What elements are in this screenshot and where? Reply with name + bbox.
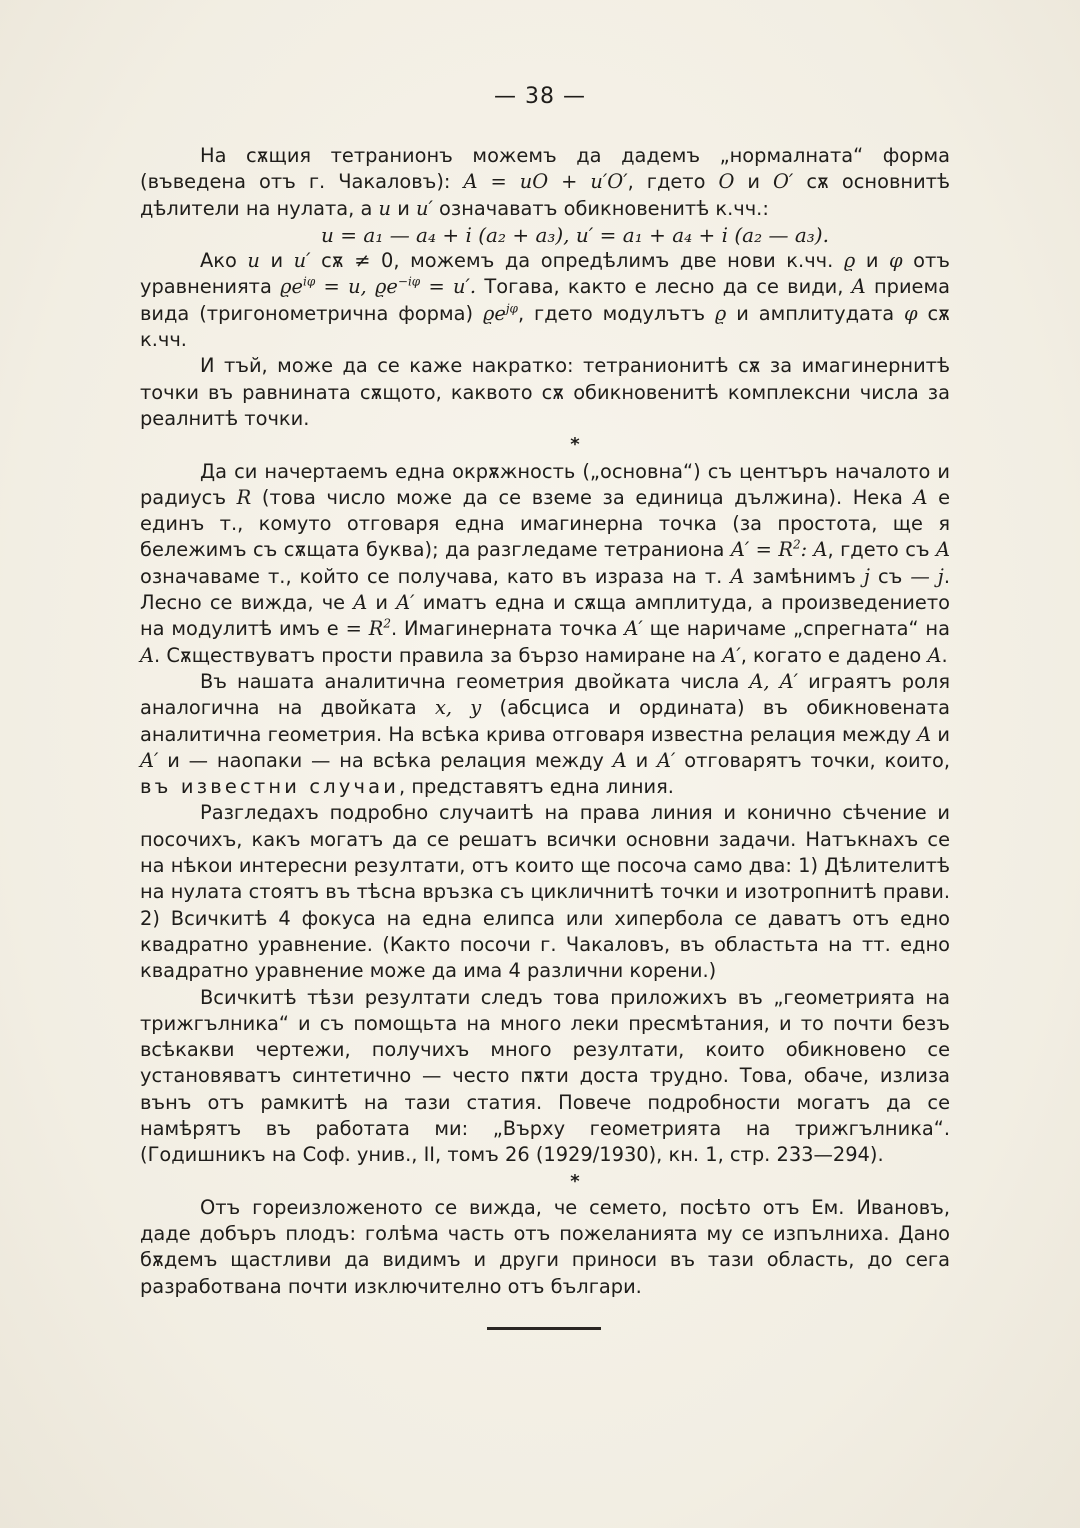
math-inline: ϱ (843, 249, 856, 273)
text-run: (абсциса и ордината) въ обикновената аналитична геометрия. На всѣка крива отговаря известна релация между (140, 696, 950, 746)
math-part: = R (749, 538, 793, 562)
math-superscript: iφ (303, 275, 316, 290)
end-rule (487, 1327, 601, 1330)
paragraph-normal-form (140, 143, 950, 222)
math-inline: A′ (396, 591, 415, 615)
paragraph-summary: И тъй, може да се каже накратко: тетранионитѣ сѫ за имагинернитѣ точки въ равнината сѫщото, каквото сѫ обикновенитѣ комплексни числа за реалнитѣ точки. (140, 354, 950, 430)
math-part: = R (345, 617, 384, 641)
text-run: сѫ к.чч. (140, 301, 951, 352)
paragraph-conclusion: Отъ гореизложеното се вижда, че семето, посѣто отъ Ем. Ивановъ, даде добъръ плодъ: голѣма часть отъ пожеланията му се изпълниха. Дано бѫдемъ щастливи да видимъ и други приноси въ тази область, до сега разработвана почти изключително отъ българи. (140, 1195, 950, 1298)
text-run: и амплитудата (726, 301, 905, 325)
text-run: , гдето (627, 170, 719, 194)
text-run (367, 275, 375, 298)
math-inline: u (247, 249, 260, 273)
math-inline: A (140, 643, 155, 667)
math-inline: φ (904, 301, 918, 325)
text-run: съ (869, 564, 911, 588)
math-inline: A (917, 722, 932, 746)
text-run: . (941, 643, 948, 667)
math-inline: A′ (722, 643, 741, 667)
text-run: . Лесно се вижда, че (140, 564, 950, 615)
page-number: — 38 — (494, 84, 586, 109)
text-run: замѣнимъ (744, 564, 864, 588)
math-inline: — j (910, 564, 944, 588)
math-inline: x, y (434, 696, 482, 720)
text-run: . Сѫществуватъ прости правила за бързо намиране на (154, 643, 723, 667)
text-run: (това число може да се вземе за единица дължина). Нека (251, 485, 914, 509)
text-run: и (259, 249, 294, 273)
text-run: , гдето модулътъ (517, 301, 715, 325)
text-run: иматъ една и сѫща амплитуда, а произведението на модулитѣ имъ е (140, 591, 950, 641)
article-body (140, 143, 950, 1300)
text-run: , когато е дадено (740, 643, 928, 667)
text-run: отговарятъ точки, които, (675, 748, 950, 772)
math-inline: u (378, 196, 392, 220)
math-inline: A (913, 485, 928, 509)
math-part: ϱe (375, 275, 398, 299)
text-run: и (391, 196, 416, 220)
math-inline: j (863, 564, 870, 588)
math-inline: u′ (415, 196, 433, 220)
text-run: ще наричаме „спрегната“ на (642, 617, 950, 641)
math-superscript: 2 (792, 537, 801, 552)
text-run: означаваме т., който се получава, като въ израза на т. (140, 564, 731, 588)
text-run: приема вида (тригонометрична форма) (140, 275, 950, 325)
math-inline: A′ (657, 748, 676, 772)
math-part: : A (800, 538, 828, 562)
math-inline (375, 275, 476, 298)
section-separator: * (570, 434, 580, 456)
text-run: сѫ ≠ 0, можемъ да опредѣлимъ две нови к.чч. (310, 249, 844, 273)
math-part: = u, (315, 275, 367, 299)
text-run: и (931, 722, 950, 746)
text-run: означаватъ обикновенитѣ к.чч.: (432, 196, 769, 220)
math-inline: A (927, 643, 942, 667)
math-inline (483, 302, 518, 325)
math-inline: A′ (140, 748, 159, 772)
math-superscript: −iφ (397, 275, 421, 290)
text-run: Да си начертаемъ една окрѫжность („основна“) съ центъръ началото и радиусъ (140, 459, 950, 509)
text-run: На сѫщия тетранионъ можемъ да дадемъ „нормалната“ форма (въведена отъ г. Чакаловъ): (140, 144, 950, 194)
paragraph-circle (140, 459, 950, 669)
text-run: отъ уравненията (140, 249, 950, 299)
emphasized-text: въ известни случаи (140, 775, 400, 799)
text-run: и (734, 170, 774, 194)
math-inline: A = uO + u′O′ (463, 170, 628, 194)
math-inline: φ (888, 249, 903, 273)
math-superscript: 2 (383, 616, 391, 631)
math-inline: u′ (293, 249, 311, 273)
text-run: и (367, 591, 397, 615)
paragraph-analytic-geometry (140, 669, 950, 800)
text-run: играятъ роля аналогична на двойката (140, 669, 950, 720)
text-run: и (855, 249, 889, 273)
math-inline: A (935, 538, 950, 562)
text-run: , гдето съ (827, 538, 936, 562)
math-part: ϱe (482, 301, 506, 325)
math-inline (346, 617, 391, 640)
text-run: е единъ т., комуто отговаря една имагинерна точка (за простота, ще я бележимъ съ сѫщата буква); да разгледаме тетраниона (140, 485, 950, 562)
math-inline: A (730, 564, 745, 588)
paragraph-triangle-geometry: Всичкитѣ тѣзи резултати следъ това приложихъ въ „геометрията на трижгълника“ и съ помощьта на много леки пресмѣтания, и то почти безъ всѣкакви чертежи, получихъ много резултати, които обикновено се установяватъ синтетично — често пѫти доста трудно. Това, обаче, излиза вънъ отъ рамкитѣ на тази статия. Повече подробности могатъ да се намѣрятъ въ работата ми: „Върху геометрията на трижгълника“. (Годишникъ на Соф. унив., II, томъ 26 (1929/1930), кн. 1, стр. 233—294). (140, 985, 950, 1167)
math-inline: A (851, 275, 866, 299)
math-inline: A (353, 591, 368, 615)
math-inline: ϱ (714, 301, 727, 325)
text-run: Тогава, както е лесно да се види, (476, 275, 852, 299)
display-equation: u = a₁ — a₄ + i (a₂ + a₃), u′ = a₁ + a₄ + i (a₂ — a₃). (321, 222, 829, 247)
math-inline (731, 538, 828, 561)
math-part: A′ (730, 538, 750, 562)
math-inline: A′ (624, 617, 643, 641)
math-inline: R (236, 485, 252, 509)
math-inline: A (612, 748, 627, 772)
math-part: ϱe (280, 275, 303, 299)
text-run: , представятъ една линия. (399, 775, 674, 799)
text-run: и (626, 748, 657, 772)
math-inline: O (718, 170, 735, 194)
text-run: Ако (200, 249, 248, 273)
paragraph-trig-form (140, 248, 950, 353)
text-run: и — наопаки — на всѣка релация между (158, 748, 613, 772)
math-part: = u′. (420, 275, 477, 299)
text-run: Въ нашата аналитична геометрия двойката числа (200, 669, 750, 693)
math-superscript: jφ (505, 301, 518, 316)
text-run: . Имагинерната точка (390, 617, 625, 641)
section-separator: * (570, 1170, 580, 1192)
math-inline: A, A′ (749, 669, 799, 693)
math-inline (280, 275, 367, 298)
paragraph-conic-results: Разгледахъ подробно случаитѣ на права линия и конично сѣчение и посочихъ, какъ могатъ да се решатъ всички основни задачи. Натъкнахъ се на нѣкои интересни резултати, отъ които ще посоча само два: 1) Дѣлителитѣ на нулата стоятъ въ тѣсна връзка съ цикличнитѣ точки и изотропнитѣ прави. 2) Всичкитѣ 4 фокуса на една елипса или хипербола се даватъ отъ едно квадратно уравнение. (Както посочи г. Чакаловъ, въ областьта на тт. едно квадратно уравнение може да има 4 различни корени.) (140, 801, 950, 983)
text-run: сѫ основнитѣ дѣлители на нулата, а (140, 170, 950, 220)
math-inline: O′ (773, 170, 794, 194)
